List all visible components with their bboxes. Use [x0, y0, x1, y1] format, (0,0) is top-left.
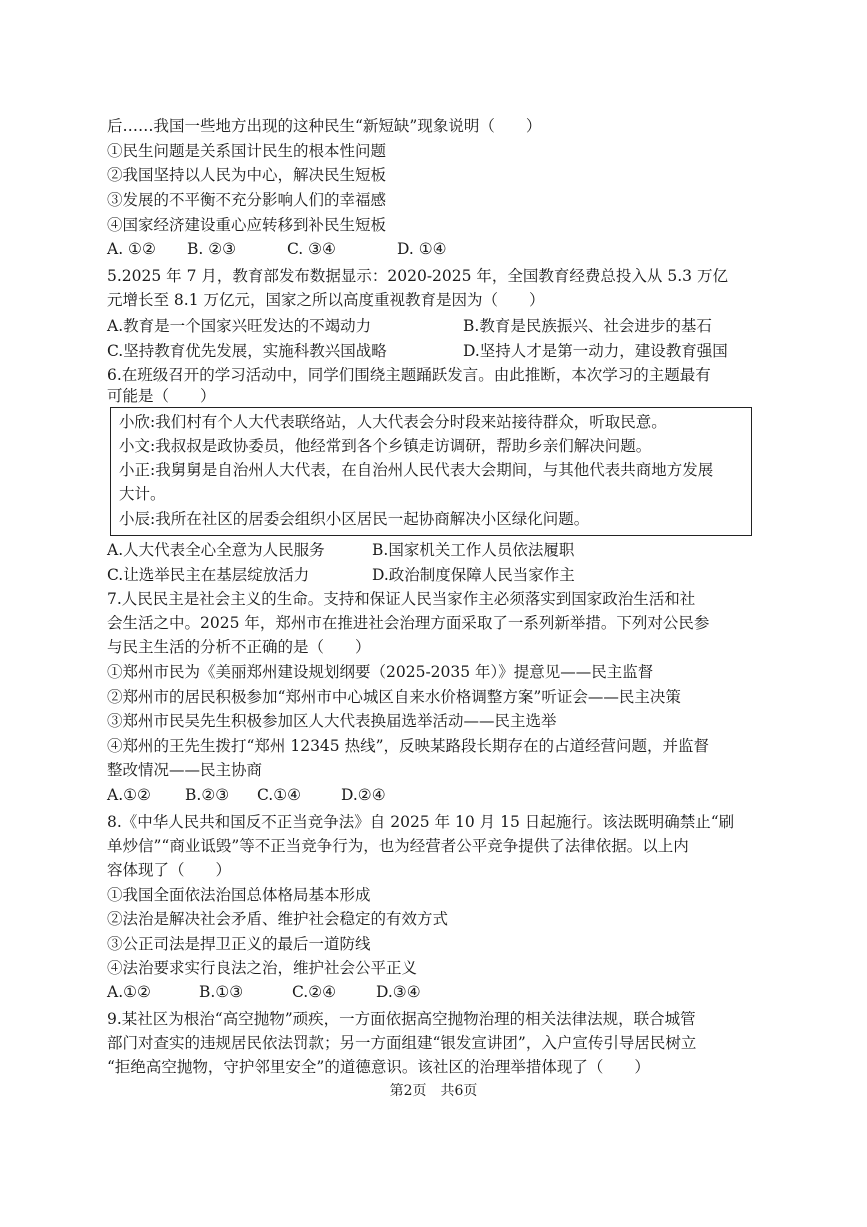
q7-option-3: ③郑州市民吴先生积极参加区人大代表换届选举活动——民主选举	[107, 712, 557, 730]
q4-choice-a: A. ①②	[107, 240, 156, 258]
q8-option-4: ④法治要求实行良法之治，维护社会公平正义	[107, 959, 418, 977]
q8-choices	[107, 983, 421, 1001]
q4-choice-b: B. ②③	[187, 240, 237, 258]
q7-choice-d: D.②④	[341, 786, 386, 804]
q5-stem-line-1: 5.2025 年 7 月，教育部发布数据显示：2020-2025 年，全国教育经费总投入从 5.3 万亿	[107, 267, 728, 285]
q7-choice-c: C.①④	[257, 786, 302, 804]
q5-choice-d: D.坚持人才是第一动力，建设教育强国	[463, 342, 728, 360]
q9-stem-line-2: 部门对查实的违规居民依法罚款；另一方面组建“银发宣讲团”，入户宣传引导居民树立	[107, 1034, 697, 1052]
q6-stem-line-2: 可能是（ ）	[107, 387, 216, 405]
q6-choices-row-2	[107, 563, 575, 585]
q6-choice-d: D.政治制度保障人民当家作主	[372, 566, 575, 584]
q8-choice-d: D.③④	[376, 983, 421, 1001]
q8-stem-line-1: 8.《中华人民共和国反不正当竞争法》自 2025 年 10 月 15 日起施行。该法既明确禁止“刷	[107, 813, 735, 831]
q9-stem-line-1: 9.某社区为根治“高空抛物”顽疾，一方面依据高空抛物治理的相关法律法规，联合城管	[107, 1010, 696, 1028]
q5-choice-b: B.教育是民族振兴、社会进步的基石	[463, 317, 712, 335]
q4-option-1: ①民生问题是关系国计民生的根本性问题	[107, 142, 387, 160]
q8-option-1: ①我国全面依法治国总体格局基本形成	[107, 886, 371, 904]
q6-dialogue-box	[110, 407, 752, 536]
q4-choice-d: D. ①④	[397, 240, 447, 258]
q4-choice-c: C. ③④	[287, 240, 336, 258]
q4-option-2: ②我国坚持以人民为中心，解决民生短板	[107, 166, 387, 184]
q7-option-2: ②郑州市的居民积极参加“郑州市中心城区自来水价格调整方案”听证会——民主决策	[107, 688, 681, 706]
q4-choices	[107, 240, 447, 258]
q8-option-2: ②法治是解决社会矛盾、维护社会稳定的有效方式	[107, 910, 449, 928]
q5-choices-row-2	[107, 339, 728, 361]
q6-choices-row-1	[107, 538, 574, 560]
q8-stem-line-3: 容体现了（ ）	[107, 861, 232, 879]
q6-stem-line-1: 6.在班级召开的学习活动中，同学们围绕主题踊跃发言。由此推断，本次学习的主题最有	[107, 366, 711, 384]
q4-option-3: ③发展的不平衡不充分影响人们的幸福感	[107, 191, 387, 209]
q8-choice-b: B.①③	[199, 983, 244, 1001]
q4-option-4: ④国家经济建设重心应转移到补民生短板	[107, 216, 387, 234]
q7-option-4: ④郑州的王先生拨打“郑州 12345 热线”，反映某路段长期存在的占道经营问题，并监督	[107, 737, 710, 755]
q6-box-line-3: 小正:我舅舅是自治州人大代表，在自治州人民代表大会期间，与其他代表共商地方发展	[119, 461, 714, 479]
q6-choice-c: C.让选举民主在基层绽放活力	[107, 566, 310, 584]
q6-choice-a: A.人大代表全心全意为人民服务	[107, 541, 325, 559]
q7-option-4-cont: 整改情况——民主协商	[107, 761, 263, 779]
q7-stem-line-1: 7.人民民主是社会主义的生命。支持和保证人民当家作主必须落实到国家政治生活和社	[107, 590, 696, 608]
q8-choice-c: C.②④	[292, 983, 337, 1001]
q7-stem-line-3: 与民主生活的分析不正确的是（ ）	[107, 638, 371, 656]
q5-choices-row-1	[107, 314, 712, 336]
q5-stem-line-2: 元增长至 8.1 万亿元，国家之所以高度重视教育是因为（ ）	[107, 291, 545, 309]
q6-box-line-1: 小欣:我们村有个人大代表联络站，人大代表会分时段来站接待群众，听取民意。	[119, 413, 667, 431]
q7-choices	[107, 786, 386, 804]
q5-choice-c: C.坚持教育优先发展，实施科教兴国战略	[107, 342, 387, 360]
q5-choice-a: A.教育是一个国家兴旺发达的不竭动力	[107, 317, 372, 335]
q8-choice-a: A.①②	[107, 983, 151, 1001]
q7-choice-b: B.②③	[185, 786, 230, 804]
q6-box-line-4: 大计。	[119, 485, 166, 503]
q4-stem: 后……我国一些地方出现的这种民生“新短缺”现象说明（ ）	[107, 117, 542, 135]
q6-choice-b: B.国家机关工作人员依法履职	[372, 541, 575, 559]
q9-stem-line-3: “拒绝高空抛物，守护邻里安全”的道德意识。该社区的治理举措体现了（ ）	[107, 1058, 650, 1076]
q8-stem-line-2: 单炒信”“商业诋毁”等不正当竞争行为，也为经营者公平竞争提供了法律依据。以上内	[107, 837, 689, 855]
q6-box-line-2: 小文:我叔叔是政协委员，他经常到各个乡镇走访调研，帮助乡亲们解决问题。	[119, 437, 652, 455]
q7-stem-line-2: 会生活之中。2025 年，郑州市在推进社会治理方面采取了一系列新举措。下列对公民参	[107, 614, 710, 632]
q7-choice-a: A.①②	[107, 786, 151, 804]
page-footer: 第2页 共6页	[389, 1083, 478, 1099]
q7-option-1: ①郑州市民为《美丽郑州建设规划纲要（2025-2035 年）》提意见——民主监督	[107, 663, 654, 681]
q8-option-3: ③公正司法是捍卫正义的最后一道防线	[107, 935, 371, 953]
q6-box-line-5: 小辰:我所在社区的居委会组织小区居民一起协商解决小区绿化问题。	[119, 510, 590, 528]
